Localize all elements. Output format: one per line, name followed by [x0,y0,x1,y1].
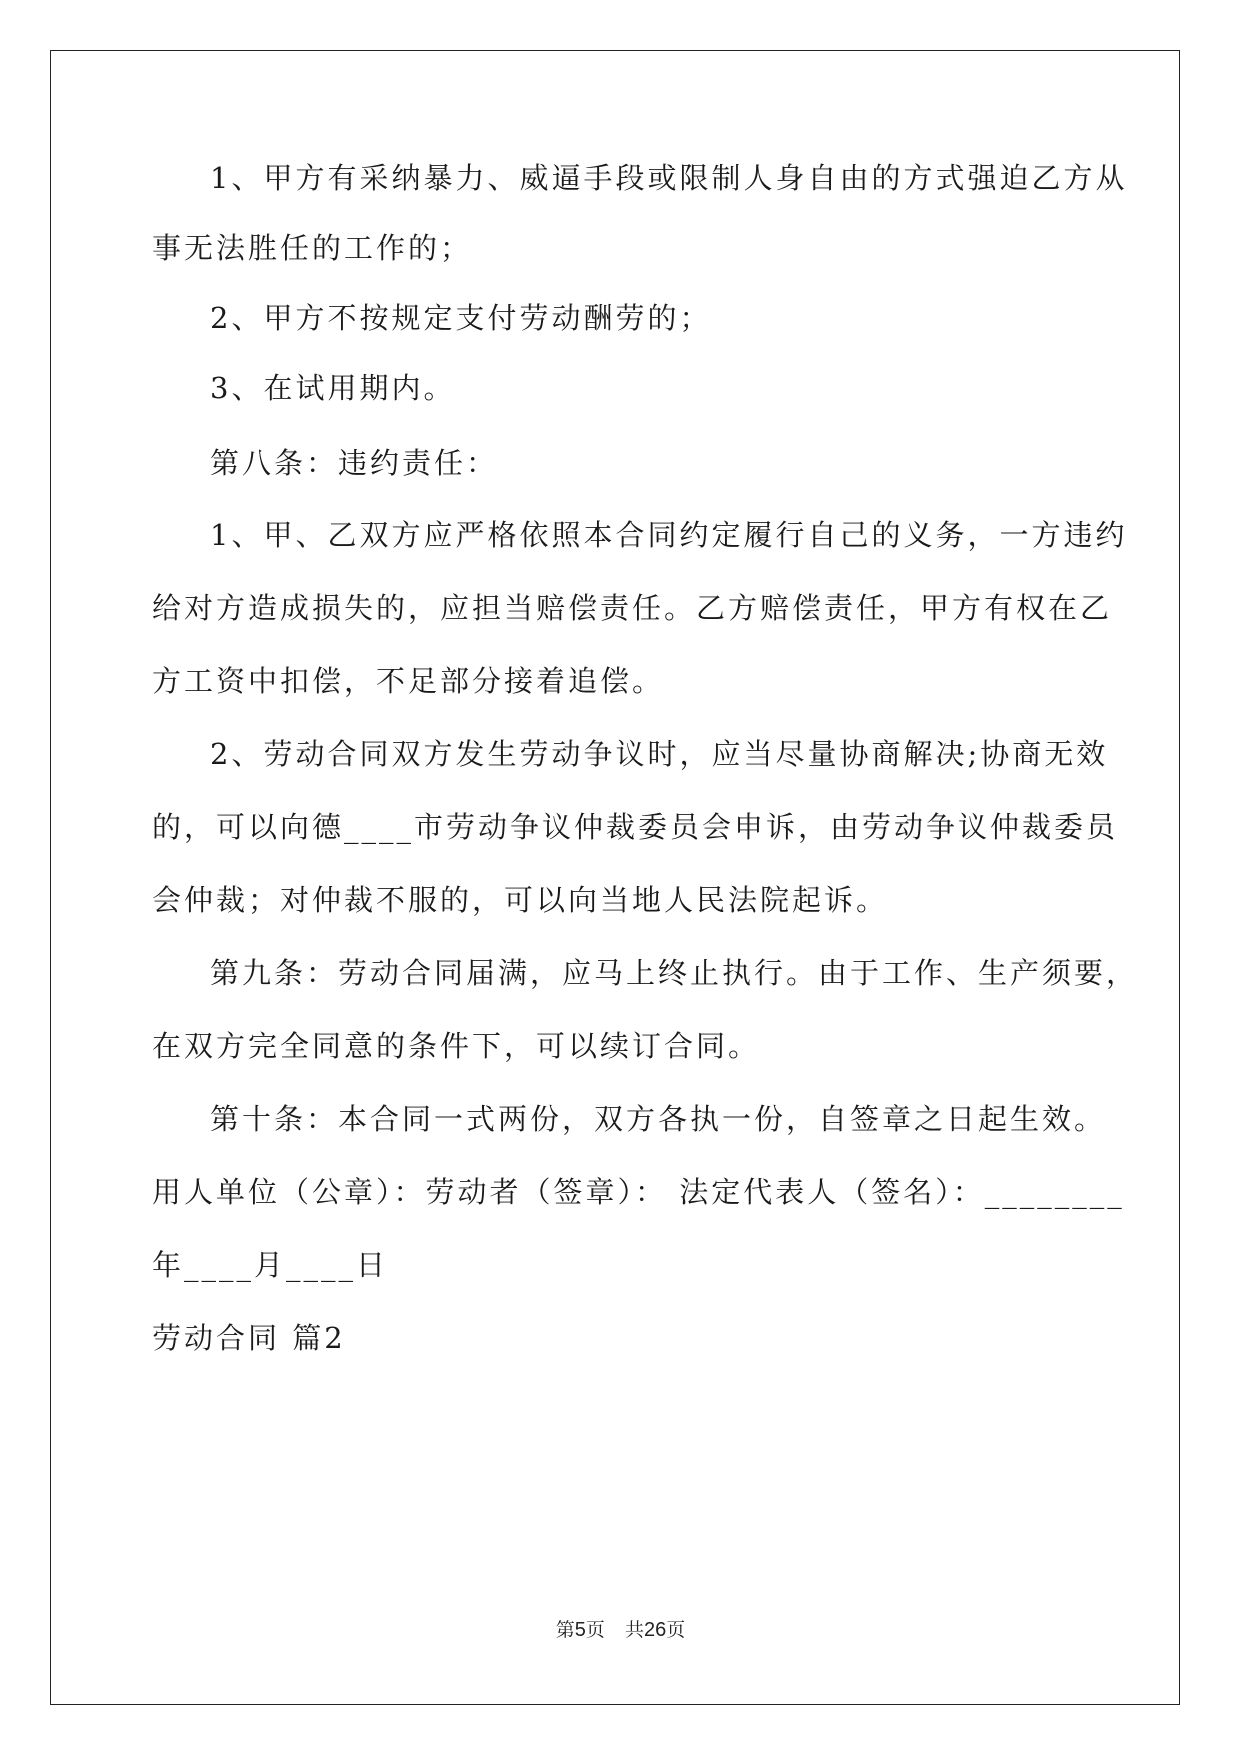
signature-line: 用人单位（公章）：劳动者（签章）： 法定代表人（签名）：________ [152,1175,1125,1209]
clause-9-line-1: 第九条：劳动合同届满，应马上终止执行。由于工作、生产须要， [210,956,1139,990]
clause-7-item-2: 2、甲方不按规定支付劳动酬劳的； [210,301,712,335]
clause-8-item-2-line-2: 的，可以向德____市劳动争议仲裁委员会申诉，由劳动争议仲裁委员 [152,810,1119,844]
clause-8-item-1-line-2: 给对方造成损失的，应担当赔偿责任。乙方赔偿责任，甲方有权在乙 [152,591,1113,625]
clause-7-item-3: 3、在试用期内。 [210,371,456,405]
footer-total-pages: 26 [643,1619,667,1641]
clause-8-heading: 第八条：违约责任： [210,446,499,480]
footer-page-suffix: 页 [585,1619,605,1641]
clause-9-line-2: 在双方完全同意的条件下，可以续订合同。 [152,1029,761,1063]
clause-10: 第十条：本合同一式两份，双方各执一份，自签章之日起生效。 [210,1102,1107,1136]
clause-7-item-1-line-2: 事无法胜任的工作的； [152,231,473,265]
next-section-title: 劳动合同 篇2 [152,1321,346,1355]
clause-8-item-1-line-1: 1、甲、乙双方应严格依照本合同约定履行自己的义务，一方违约 [210,518,1128,552]
page-border [50,50,1180,1705]
footer-total-suffix: 页 [666,1619,686,1641]
clause-8-item-1-line-3: 方工资中扣偿，不足部分接着追偿。 [152,664,665,698]
footer-page-number: 5 [574,1619,586,1641]
clause-8-item-2-line-3: 会仲裁；对仲裁不服的，可以向当地人民法院起诉。 [152,883,889,917]
page-footer [0,1615,1241,1642]
clause-8-item-2-line-1: 2、劳动合同双方发生劳动争议时，应当尽量协商解决;协商无效 [210,737,1109,771]
clause-7-item-1-line-1: 1、甲方有采纳暴力、威逼手段或限制人身自由的方式强迫乙方从 [210,161,1128,195]
footer-prefix: 第 [555,1619,575,1641]
footer-total-prefix: 共 [624,1619,644,1641]
date-line: 年____月____日 [152,1248,389,1282]
